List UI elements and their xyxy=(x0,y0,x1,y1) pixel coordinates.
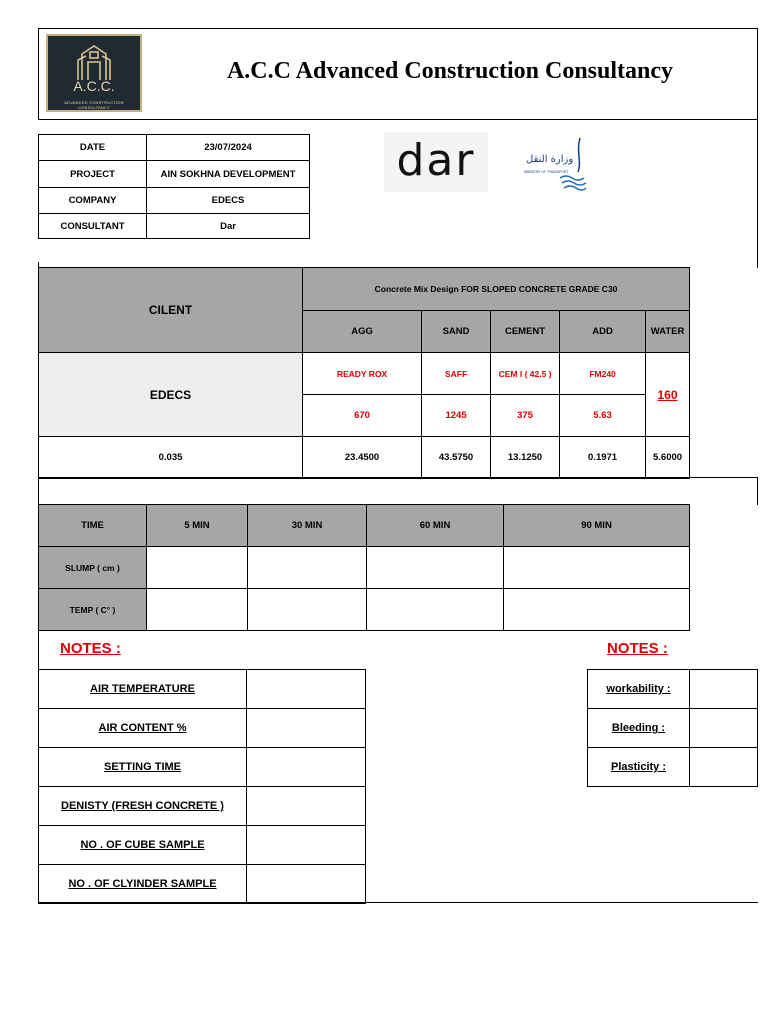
note-workability: workability : xyxy=(588,670,690,709)
acc-logo-text: A.C.C. xyxy=(73,78,115,94)
qty-cement: 375 xyxy=(491,395,560,437)
time-header: TIME xyxy=(39,505,147,547)
calc-water: 5.6000 xyxy=(646,437,690,479)
time-5min: 5 MIN xyxy=(147,505,248,547)
note-air-content: AIR CONTENT % xyxy=(39,709,247,748)
project-value: AIN SOKHNA DEVELOPMENT xyxy=(147,161,310,188)
col-agg: AGG xyxy=(303,311,422,353)
calc-cement: 13.1250 xyxy=(491,437,560,479)
acc-logo-subtext: ADVANCED CONSTRUCTION CONSULTANCY xyxy=(64,100,124,110)
col-cement: CEMENT xyxy=(491,311,560,353)
date-value: 23/07/2024 xyxy=(147,135,310,161)
consultant-value: Dar xyxy=(147,214,310,239)
col-water: WATER xyxy=(646,311,690,353)
note-plasticity-value[interactable] xyxy=(690,748,758,787)
left-border-line xyxy=(38,477,39,505)
notes-right-table xyxy=(587,669,758,787)
time-30min: 30 MIN xyxy=(248,505,367,547)
company-label: COMPANY xyxy=(39,188,147,214)
time-90min: 90 MIN xyxy=(504,505,690,547)
qty-add: 5.63 xyxy=(560,395,646,437)
note-plasticity: Plasticity : xyxy=(588,748,690,787)
qty-agg: 670 xyxy=(303,395,422,437)
col-sand: SAND xyxy=(422,311,491,353)
calc-add: 0.1971 xyxy=(560,437,646,479)
slump-90min-cell[interactable] xyxy=(504,547,690,589)
slump-30min-cell[interactable] xyxy=(248,547,367,589)
ministry-logo xyxy=(520,132,596,204)
src-sand: SAFF xyxy=(422,353,491,395)
note-air-content-value[interactable] xyxy=(247,709,366,748)
note-setting-time-value[interactable] xyxy=(247,748,366,787)
divider-line xyxy=(38,477,758,478)
note-density: DENISTY (FRESH CONCRETE ) xyxy=(39,787,247,826)
calc-agg: 23.4500 xyxy=(303,437,422,479)
note-setting-time: SETTING TIME xyxy=(39,748,247,787)
note-air-temperature: AIR TEMPERATURE xyxy=(39,670,247,709)
project-label: PROJECT xyxy=(39,161,147,188)
note-bleeding: Bleeding : xyxy=(588,709,690,748)
note-workability-value[interactable] xyxy=(690,670,758,709)
client-header: CILENT xyxy=(39,268,303,353)
date-label: DATE xyxy=(39,135,147,161)
notes-title-right: NOTES : xyxy=(607,640,668,657)
temp-90min-cell[interactable] xyxy=(504,589,690,631)
note-cube-sample: NO . OF CUBE SAMPLE xyxy=(39,826,247,865)
col-add: ADD xyxy=(560,311,646,353)
slump-5min-cell[interactable] xyxy=(147,547,248,589)
src-cement: CEM I ( 42.5 ) xyxy=(491,353,560,395)
water-value: 160 xyxy=(646,353,690,437)
note-bleeding-value[interactable] xyxy=(690,709,758,748)
project-info-table xyxy=(38,134,310,239)
note-cylinder-sample: NO . OF CLYINDER SAMPLE xyxy=(39,865,247,904)
note-air-temperature-value[interactable] xyxy=(247,670,366,709)
dar-logo: dar xyxy=(384,132,488,192)
right-border-line xyxy=(757,120,758,268)
temp-60min-cell[interactable] xyxy=(367,589,504,631)
slump-temp-table xyxy=(38,504,690,631)
note-cube-sample-value[interactable] xyxy=(247,826,366,865)
time-60min: 60 MIN xyxy=(367,505,504,547)
consultant-label: CONSULTANT xyxy=(39,214,147,239)
src-agg: READY ROX xyxy=(303,353,422,395)
notes-left-table xyxy=(38,669,366,904)
temp-5min-cell[interactable] xyxy=(147,589,248,631)
slump-60min-cell[interactable] xyxy=(367,547,504,589)
temp-label: TEMP ( C° ) xyxy=(39,589,147,631)
ministry-logo-english: MINISTRY OF TRANSPORT xyxy=(524,170,569,174)
factor-value: 0.035 xyxy=(39,437,303,479)
wave-icon xyxy=(520,132,596,204)
ministry-logo-arabic: وزارة النقل xyxy=(526,154,574,165)
page-title: A.C.C Advanced Construction Consultancy xyxy=(226,58,674,84)
design-title: Concrete Mix Design FOR SLOPED CONCRETE GRADE C30 xyxy=(303,268,690,311)
right-border-line xyxy=(757,477,758,505)
qty-sand: 1245 xyxy=(422,395,491,437)
acc-logo xyxy=(46,34,142,112)
note-density-value[interactable] xyxy=(247,787,366,826)
notes-title-left: NOTES : xyxy=(60,640,121,657)
slump-label: SLUMP ( cm ) xyxy=(39,547,147,589)
mix-design-table xyxy=(38,267,690,479)
src-add: FM240 xyxy=(560,353,646,395)
temp-30min-cell[interactable] xyxy=(248,589,367,631)
company-value: EDECS xyxy=(147,188,310,214)
note-cylinder-sample-value[interactable] xyxy=(247,865,366,904)
left-border-line xyxy=(38,630,39,670)
calc-sand: 43.5750 xyxy=(422,437,491,479)
client-value: EDECS xyxy=(39,353,303,437)
